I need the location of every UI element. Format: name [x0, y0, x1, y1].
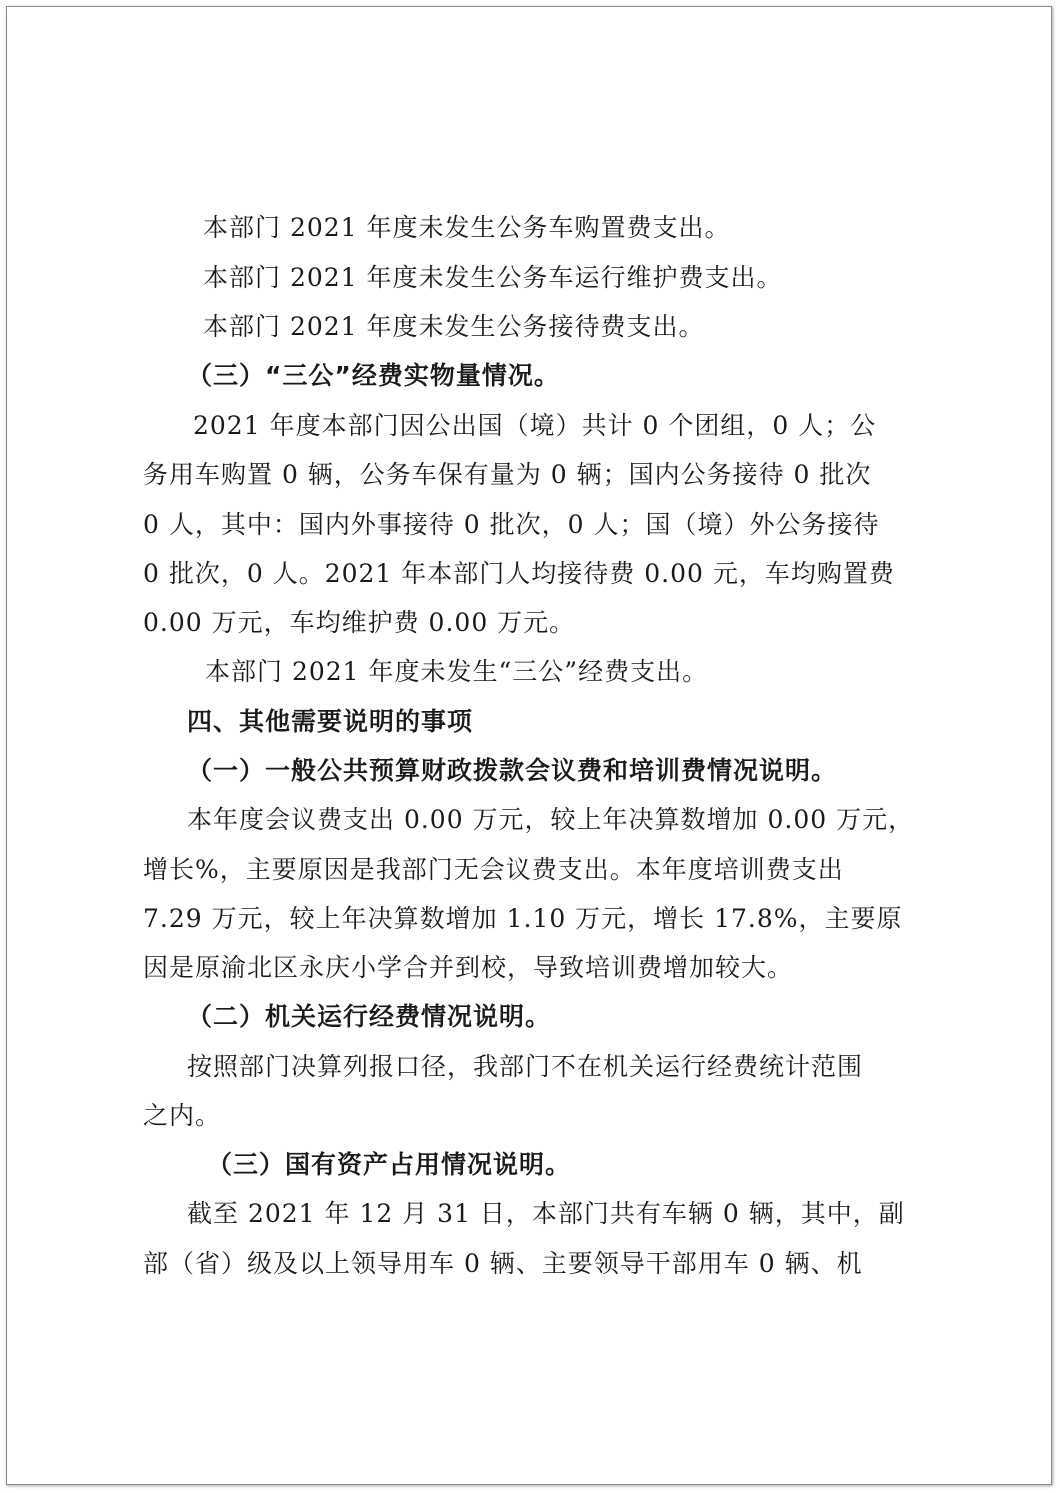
heading-state-assets: （三）国有资产占用情况说明。: [207, 1150, 572, 1179]
paragraph-meeting-line-3: 7.29 万元，较上年决算数增加 1.10 万元，增长 17.8%，主要原: [143, 904, 903, 933]
paragraph-reception: 本部门 2021 年度未发生公务接待费支出。: [203, 312, 705, 341]
paragraph-no-three-public: 本部门 2021 年度未发生“三公”经费支出。: [205, 657, 709, 686]
document-page: [6, 6, 1052, 1485]
paragraph-quantity-line-5: 0.00 万元，车均维护费 0.00 万元。: [143, 608, 576, 637]
heading-section-four: 四、其他需要说明的事项: [187, 707, 474, 736]
paragraph-operating-line-1: 按照部门决算列报口径，我部门不在机关运行经费统计范围: [187, 1052, 864, 1081]
paragraph-quantity-line-4: 0 批次，0 人。2021 年本部门人均接待费 0.00 元，车均购置费: [143, 559, 895, 588]
heading-operating-expenses: （二）机关运行经费情况说明。: [187, 1002, 552, 1031]
paragraph-vehicle-maintenance: 本部门 2021 年度未发生公务车运行维护费支出。: [203, 263, 783, 292]
paragraph-meeting-line-2: 增长%，主要原因是我部门无会议费支出。本年度培训费支出: [143, 855, 844, 884]
paragraph-quantity-line-3: 0 人，其中：国内外事接待 0 批次，0 人；国（境）外公务接待: [143, 510, 880, 539]
paragraph-assets-line-2: 部（省）级及以上领导用车 0 辆、主要领导干部用车 0 辆、机: [143, 1249, 863, 1278]
paragraph-meeting-line-1: 本年度会议费支出 0.00 万元，较上年决算数增加 0.00 万元，: [187, 805, 915, 834]
heading-meeting-training: （一）一般公共预算财政拨款会议费和培训费情况说明。: [187, 756, 838, 785]
paragraph-meeting-line-4: 因是原渝北区永庆小学合并到校，导致培训费增加较大。: [143, 953, 794, 982]
paragraph-vehicle-purchase: 本部门 2021 年度未发生公务车购置费支出。: [203, 213, 731, 242]
paragraph-assets-line-1: 截至 2021 年 12 月 31 日，本部门共有车辆 0 辆，其中，副: [187, 1199, 905, 1228]
paragraph-operating-line-2: 之内。: [143, 1101, 222, 1130]
paragraph-quantity-line-2: 务用车购置 0 辆，公务车保有量为 0 辆；国内公务接待 0 批次: [143, 460, 872, 489]
heading-three-public-quantity: （三）“三公”经费实物量情况。: [187, 361, 560, 390]
paragraph-quantity-line-1: 2021 年度本部门因公出国（境）共计 0 个团组，0 人；公: [193, 411, 877, 440]
